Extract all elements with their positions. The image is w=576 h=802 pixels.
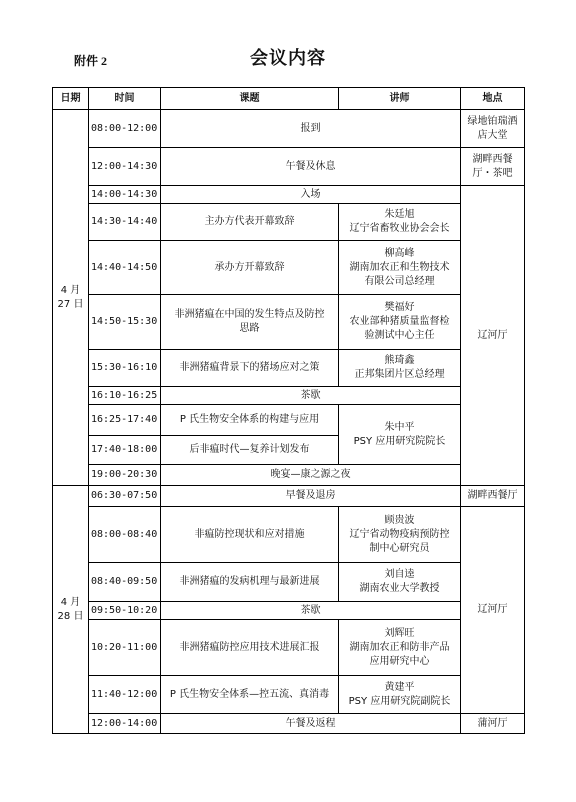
time-cell: 08:40-09:50 <box>89 563 161 602</box>
topic-cell: 入场 <box>161 186 461 204</box>
time-cell: 08:00-12:00 <box>89 110 161 148</box>
schedule-table <box>52 87 525 734</box>
speaker-cell <box>339 350 461 387</box>
speaker-cell <box>339 204 461 241</box>
speaker-title: 湖南农业大学教授 <box>359 583 440 594</box>
topic-cell: 承办方开幕致辞 <box>161 241 339 295</box>
topic-cell: P 氏生物安全体系—控五流、真消毒 <box>161 676 339 714</box>
location-line: 店大堂 <box>477 129 508 141</box>
time-cell: 19:00-20:30 <box>89 465 161 486</box>
date-month: 4 月 <box>60 596 81 608</box>
location-line: 绿地铂瑞酒 <box>467 115 518 127</box>
header-time: 时间 <box>89 88 161 110</box>
table-row <box>53 405 525 436</box>
speaker-name: 黄建平 <box>384 681 415 693</box>
topic-line: 思路 <box>239 323 260 334</box>
time-cell: 16:10-16:25 <box>89 387 161 405</box>
table-row <box>53 507 525 563</box>
location-line: 厅・茶吧 <box>472 167 513 179</box>
date-month: 4 月 <box>60 284 81 296</box>
location-line: 湖畔西餐 <box>472 153 513 165</box>
time-cell: 17:40-18:00 <box>89 436 161 465</box>
topic-cell: 非洲猪瘟的发病机理与最新进展 <box>161 563 339 602</box>
time-cell: 16:25-17:40 <box>89 405 161 436</box>
time-cell: 08:00-08:40 <box>89 507 161 563</box>
topic-cell: 非瘟防控现状和应对措施 <box>161 507 339 563</box>
time-cell: 14:50-15:30 <box>89 295 161 350</box>
topic-cell <box>161 295 339 350</box>
location-cell: 蒲河厅 <box>461 714 525 734</box>
speaker-title: 湖南加农正和生物技术 <box>349 261 450 273</box>
time-cell: 15:30-16:10 <box>89 350 161 387</box>
location-cell <box>461 148 525 186</box>
table-row <box>53 602 525 620</box>
table-row <box>53 563 525 602</box>
speaker-cell <box>339 507 461 563</box>
speaker-cell <box>339 620 461 676</box>
speaker-title: PSY 应用研究院院长 <box>353 435 446 447</box>
location-cell <box>461 110 525 148</box>
speaker-title: 正邦集团片区总经理 <box>354 369 445 380</box>
speaker-title: 辽宁省畜牧业协会会长 <box>349 223 450 234</box>
time-cell: 12:00-14:00 <box>89 714 161 734</box>
topic-cell: 茶歇 <box>161 602 461 620</box>
table-row <box>53 676 525 714</box>
table-row <box>53 241 525 295</box>
table-row <box>53 620 525 676</box>
topic-line: 非洲猪瘟在中国的发生特点及防控 <box>174 309 325 320</box>
speaker-title: 应用研究中心 <box>369 655 430 667</box>
speaker-name: 熊琦鑫 <box>384 355 415 366</box>
topic-cell: 主办方代表开幕致辞 <box>161 204 339 241</box>
header-speaker: 讲师 <box>339 88 461 110</box>
speaker-name: 朱中平 <box>384 421 415 433</box>
speaker-cell <box>339 676 461 714</box>
speaker-name: 刘辉旺 <box>384 627 415 639</box>
time-cell: 06:30-07:50 <box>89 486 161 507</box>
header-location: 地点 <box>461 88 525 110</box>
table-row <box>53 465 525 486</box>
table-row <box>53 204 525 241</box>
topic-cell: 报到 <box>161 110 461 148</box>
speaker-name: 顾贵波 <box>384 514 415 526</box>
table-row <box>53 387 525 405</box>
speaker-cell <box>339 241 461 295</box>
header-date: 日期 <box>53 88 89 110</box>
speaker-name: 刘自逵 <box>384 569 415 580</box>
table-row <box>53 486 525 507</box>
speaker-name: 柳高峰 <box>384 247 415 259</box>
time-cell: 10:20-11:00 <box>89 620 161 676</box>
speaker-cell <box>339 563 461 602</box>
time-cell: 14:30-14:40 <box>89 204 161 241</box>
location-cell: 辽河厅 <box>461 186 525 486</box>
speaker-cell <box>339 295 461 350</box>
topic-cell: 早餐及退房 <box>161 486 461 507</box>
topic-cell: 茶歇 <box>161 387 461 405</box>
time-cell: 14:00-14:30 <box>89 186 161 204</box>
location-cell: 辽河厅 <box>461 507 525 714</box>
location-cell: 湖畔西餐厅 <box>461 486 525 507</box>
table-row <box>53 350 525 387</box>
speaker-title: PSY 应用研究院副院长 <box>348 695 451 707</box>
topic-cell: P 氏生物安全体系的构建与应用 <box>161 405 339 436</box>
table-row <box>53 295 525 350</box>
speaker-name: 朱廷旭 <box>384 209 415 220</box>
time-cell: 14:40-14:50 <box>89 241 161 295</box>
topic-cell: 非洲猪瘟背景下的猪场应对之策 <box>161 350 339 387</box>
time-cell: 11:40-12:00 <box>89 676 161 714</box>
table-row <box>53 148 525 186</box>
topic-cell: 后非瘟时代—复养计划发布 <box>161 436 339 465</box>
date-cell-day2 <box>53 486 89 734</box>
header-topic: 课题 <box>161 88 339 110</box>
attachment-label: 附件 2 <box>74 54 108 68</box>
table-row <box>53 714 525 734</box>
table-row <box>53 110 525 148</box>
speaker-title: 制中心研究员 <box>369 542 430 554</box>
topic-cell: 午餐及休息 <box>161 148 461 186</box>
speaker-title: 湖南加农正和防非产品 <box>349 641 450 653</box>
time-cell: 09:50-10:20 <box>89 602 161 620</box>
speaker-cell <box>339 405 461 465</box>
speaker-title: 有限公司总经理 <box>364 275 435 287</box>
topic-cell: 午餐及返程 <box>161 714 461 734</box>
table-row <box>53 186 525 204</box>
topic-cell: 晚宴—康之源之夜 <box>161 465 461 486</box>
topic-cell: 非洲猪瘟防控应用技术进展汇报 <box>161 620 339 676</box>
page-title: 会议内容 <box>250 48 326 69</box>
speaker-name: 樊福好 <box>384 302 415 313</box>
time-cell: 12:00-14:30 <box>89 148 161 186</box>
header-row <box>53 88 525 110</box>
speaker-title: 农业部种猪质量监督检 <box>349 316 450 327</box>
date-cell-day1 <box>53 110 89 486</box>
date-day: 27 日 <box>57 298 84 310</box>
speaker-title: 辽宁省动物疫病预防控 <box>349 528 450 540</box>
date-day: 28 日 <box>57 610 84 622</box>
speaker-title: 验测试中心主任 <box>364 330 435 341</box>
